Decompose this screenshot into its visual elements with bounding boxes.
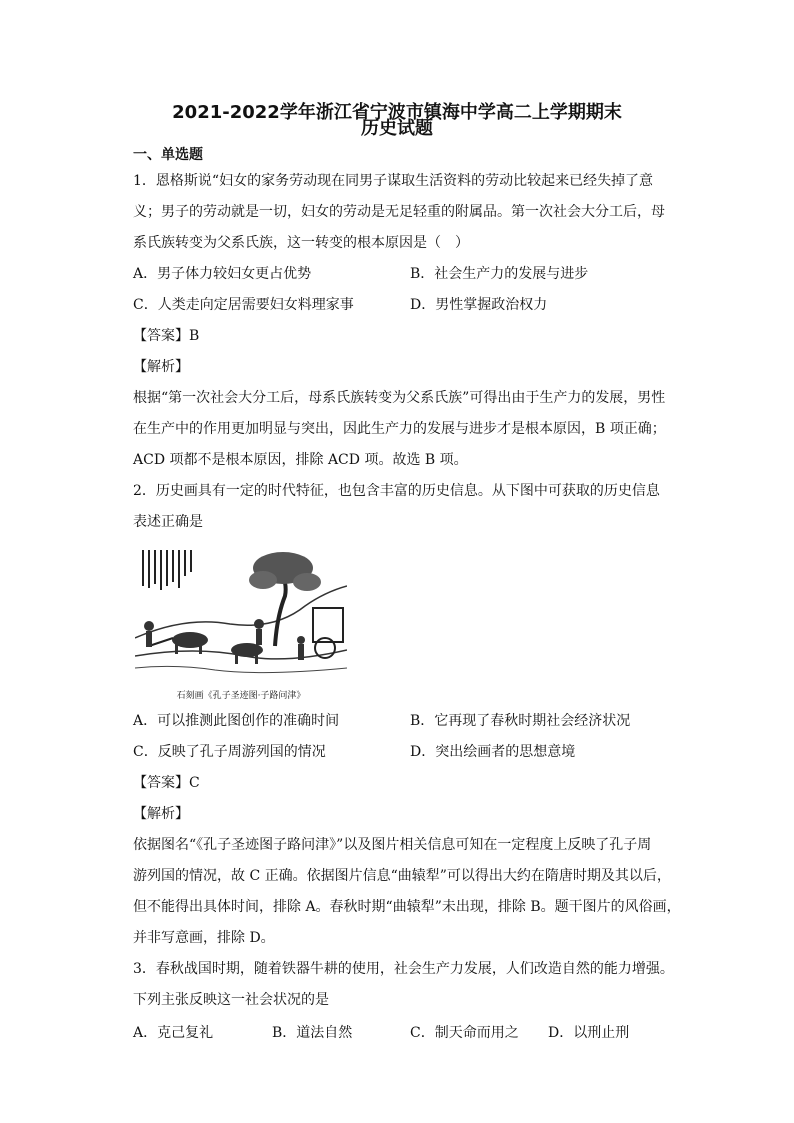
q2-analysis-label: 【解析】 bbox=[133, 806, 189, 822]
q1-answer: 【答案】B bbox=[133, 328, 200, 344]
q3-stem-line-2: 下列主张反映这一社会状况的是 bbox=[133, 992, 329, 1008]
q2-answer: 【答案】C bbox=[133, 775, 200, 791]
q1-option-d: D．男性掌握政治权力 bbox=[410, 297, 548, 313]
q1-option-a: A．男子体力较妇女更占优势 bbox=[133, 266, 312, 282]
q3-option-c: C．制天命而用之 bbox=[410, 1025, 519, 1041]
q1-analysis-label: 【解析】 bbox=[133, 359, 189, 375]
q1-analysis-line-3: ACD 项都不是根本原因，排除 ACD 项。故选 B 项。 bbox=[133, 452, 468, 468]
q2-option-c: C．反映了孔子周游列国的情况 bbox=[133, 744, 326, 760]
q2-stem-line-1: 2．历史画具有一定的时代特征，也包含丰富的历史信息。从下图中可获取的历史信息 bbox=[133, 483, 660, 499]
exam-subtitle: 历史试题 bbox=[361, 118, 433, 139]
section-heading: 一、单选题 bbox=[133, 147, 203, 163]
q1-analysis-line-2: 在生产中的作用更加明显与突出，因此生产力的发展与进步才是根本原因，B 项正确； bbox=[133, 421, 666, 437]
q1-stem-line-1: 1．恩格斯说“妇女的家务劳动现在同男子谋取生活资料的劳动比较起来已经失掉了意 bbox=[133, 173, 654, 189]
q3-option-d: D．以刑止刑 bbox=[548, 1025, 630, 1041]
q2-option-d: D．突出绘画者的思想意境 bbox=[410, 744, 576, 760]
q2-option-a: A．可以推测此图创作的准确时间 bbox=[133, 713, 340, 729]
q2-option-b: B．它再现了春秋时期社会经济状况 bbox=[410, 713, 631, 729]
q2-analysis-line-4: 并非写意画，排除 D。 bbox=[133, 930, 275, 946]
q1-option-b: B．社会生产力的发展与进步 bbox=[410, 266, 589, 282]
q1-option-c: C．人类走向定居需要妇女料理家事 bbox=[133, 297, 354, 313]
figure-caption: 石刻画《孔子圣迹图·子路问津》 bbox=[176, 691, 306, 701]
exam-title: 2021-2022学年浙江省宁波市镇海中学高二上学期期末 bbox=[172, 102, 622, 123]
q1-stem-line-2: 义；男子的劳动就是一切，妇女的劳动是无足轻重的附属品。第一次社会大分工后，母 bbox=[133, 204, 665, 220]
q3-stem-line-1: 3．春秋战国时期，随着铁器牛耕的使用，社会生产力发展，人们改造自然的能力增强。 bbox=[133, 961, 674, 977]
q1-analysis-line-1: 根据“第一次社会大分工后，母系氏族转变为父系氏族”可得出由于生产力的发展，男性 bbox=[133, 390, 666, 406]
q2-analysis-line-2: 游列国的情况，故 C 正确。依据图片信息“曲辕犁”可以得出大约在隋唐时期及其以后， bbox=[133, 868, 671, 884]
q2-stem-line-2: 表述正确是 bbox=[133, 514, 203, 530]
q1-stem-line-3: 系氏族转变为父系氏族，这一转变的根本原因是（ ） bbox=[133, 235, 469, 251]
q3-option-b: B．道法自然 bbox=[272, 1025, 353, 1041]
stone-carving-illustration bbox=[135, 546, 347, 680]
q2-analysis-line-1: 依据图名“《孔子圣迹图子路问津》”以及图片相关信息可知在一定程度上反映了孔子周 bbox=[133, 837, 652, 853]
q2-analysis-line-3: 但不能得出具体时间，排除 A。春秋时期“曲辕犁”未出现，排除 B。题干图片的风俗画， bbox=[133, 899, 681, 915]
q3-option-a: A．克己复礼 bbox=[133, 1025, 214, 1041]
